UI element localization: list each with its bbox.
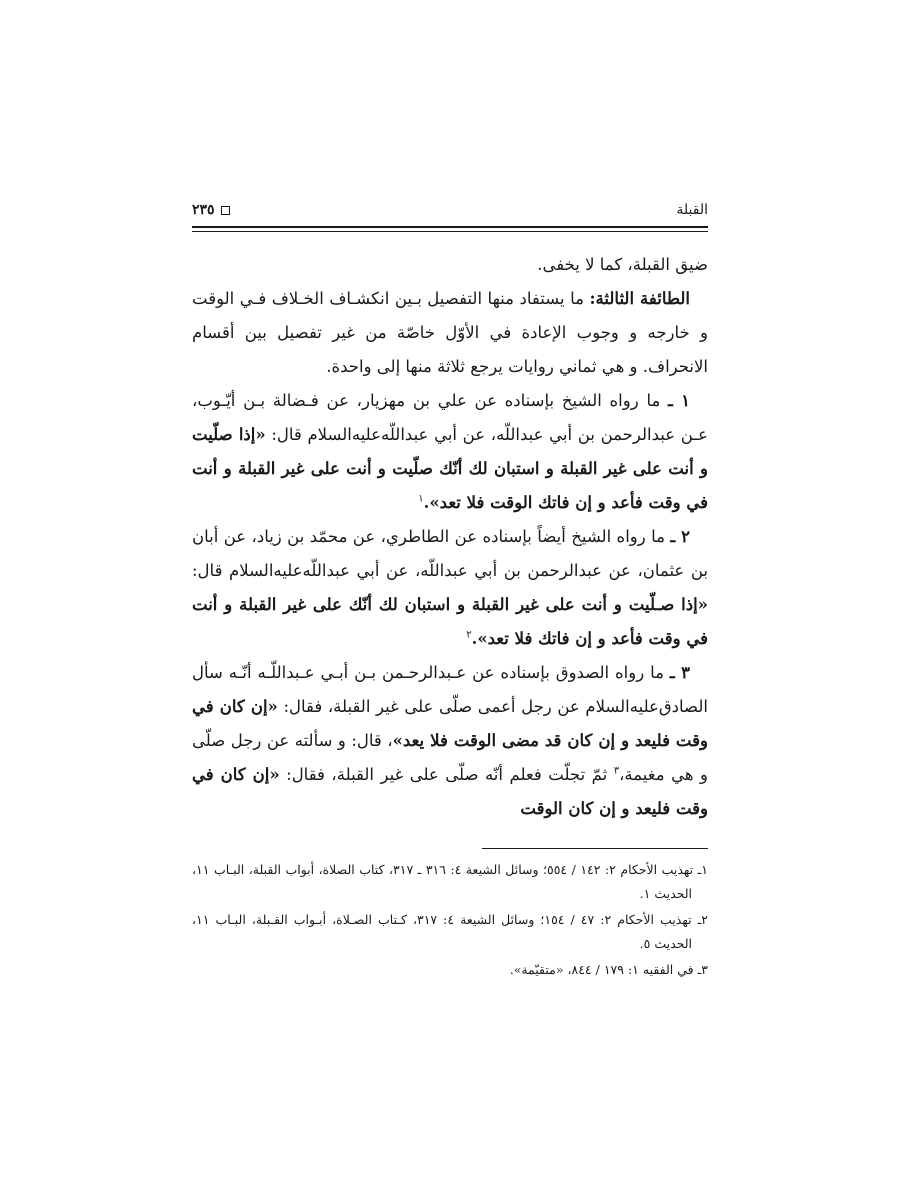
footnote-3: ٣ـ في الفقيه ١: ١٧٩ / ٨٤٤، «متقيّمة». [509, 962, 708, 977]
footnote-2: ٢ـ تهذيب الأحكام ٢: ٤٧ / ١٥٤؛ وسائل الشيعة ٤: ٣١٧، كـتاب الصـلاة، أبـواب القـبلة، البـاب ١١، الحديث ٥. [192, 912, 708, 951]
footnote-ref-1[interactable]: ١ [418, 493, 424, 505]
section-heading: الطائفة الثالثة: [589, 289, 691, 308]
running-title: القبلة [676, 202, 708, 218]
page-number-text: ٢٣٥ [192, 202, 215, 218]
narration-3 [192, 656, 708, 826]
footnote-separator [482, 848, 708, 849]
page-header [192, 198, 708, 224]
footnote-ref-3[interactable]: ٣ [613, 765, 620, 777]
page-number [192, 202, 230, 218]
main-text [192, 248, 708, 826]
narration-1-text: ما رواه الشيخ بإسناده عن علي بن مهزيار، عن فـضالة بـن أيّـوب، عـن عبدالرحمن بن أبي عبداللّه، عن أبي عبداللّه‌عليه‌السلام قال: [192, 391, 708, 444]
narration-1-number: ١ ـ [668, 391, 690, 410]
paragraph-third-group [192, 282, 708, 384]
narration-2 [192, 520, 708, 656]
paragraph-1-text: ما يستفاد منها التفصيل بـين انكشـاف الخـلاف فـي الوقت و خارجه و وجوب الإعادة في الأوّل خاصّة من غير تفصيل بين أقسام الانحراف. و هي ثماني روايات يرجع ثلاثة منها إلى واحدة. [192, 289, 708, 376]
square-icon [221, 206, 230, 215]
narration-2-number: ٢ ـ [670, 527, 690, 546]
header-rule-thick [192, 226, 708, 228]
narration-2-quote: «إذا صـلّيت و أنت على غير القبلة و استبان لك أنّك على غير القبلة و أنت في وقت فأعد و إن فاتك فلا تعد». [192, 595, 708, 648]
narration-3-text-a: ما رواه الصدوق بإسناده عن عـبدالرحـمن بـن أبـي عـبداللّـه أنّـه سأل الصادق‌عليه‌السلام عن رجل أعمى صلّى على غير القبلة، فقال: [192, 663, 708, 716]
footnote-ref-2[interactable]: ٢ [466, 629, 472, 641]
narration-3-number: ٣ ـ [669, 663, 690, 682]
footnote-1: ١ـ تهذيب الأحكام ٢: ١٤٢ / ٥٥٤؛ وسائل الشيعة ٤: ٣١٦ ـ ٣١٧، كتاب الصلاة، أبواب القبلة، البـاب ١١، الحديث ١. [192, 862, 709, 901]
narration-3-text-b: ، قال: و سألته عن رجل صلّى و هي مغيمة، [192, 731, 708, 784]
paragraph-0-text: ضيق القبلة، كما لا يخفى. [537, 255, 708, 274]
narration-2-text: ما رواه الشيخ أيضاً بإسناده عن الطاطري، عن محمّد بن زياد، عن أبان بن عثمان، عن عبدالرحمن بن أبي عبداللّه، عن أبي عبداللّه‌عليه‌السلام قال: [192, 527, 708, 580]
header-rule-thin [192, 231, 708, 232]
paragraph-0 [192, 248, 708, 282]
footnotes [192, 858, 708, 984]
narration-1 [192, 384, 708, 520]
narration-1-quote: «إذا صلّيت و أنت على غير القبلة و استبان لك أنّك صلّيت و أنت على غير القبلة و أنت في وقت فأعد و إن فاتك الوقت فلا تعد». [192, 425, 708, 512]
narration-3-text-c: ثمّ تجلّت فعلم أنّه صلّى على غير القبلة، فقال: [279, 765, 614, 784]
narration-3-quote-b: «إن كان في وقت فليعد و إن كان الوقت [192, 765, 708, 818]
narration-3-quote-a: «إن كان في وقت فليعد و إن كان قد مضى الوقت فلا يعد» [192, 697, 708, 750]
